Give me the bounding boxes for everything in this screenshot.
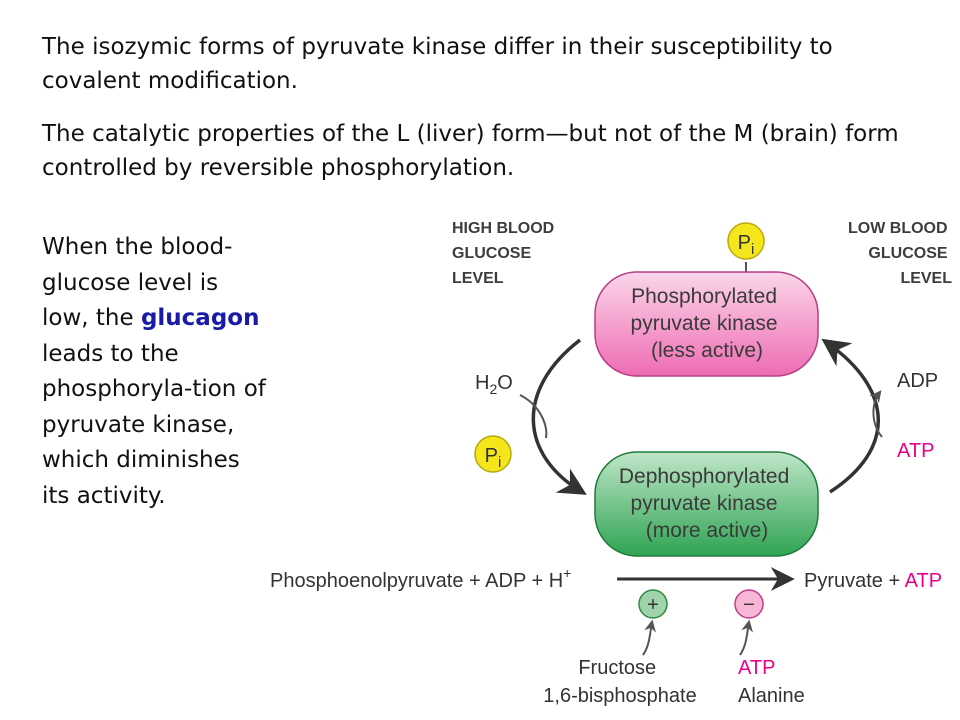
inhibitor-arrow <box>740 622 749 655</box>
inhibition-sign: − <box>743 594 755 616</box>
dephospho-line-3: (more active) <box>645 519 769 542</box>
side-note-start: When the blood-glucose level is low, the <box>42 234 233 331</box>
atp-right-label: ATP <box>897 440 935 462</box>
pi-left-label: $P_i$ <box>484 445 502 471</box>
side-note-end: leads to the phosphoryla-tion of pyruvate kinase, which diminishes its activity. <box>42 340 266 509</box>
low-glucose-line-1: LOW BLOOD <box>848 220 948 237</box>
adp-right-label: ADP <box>897 370 939 392</box>
dephospho-line-2: pyruvate kinase <box>630 492 778 515</box>
phosphorylated-kinase-label <box>631 285 784 362</box>
reaction-right: Pyruvate + ATP <box>804 570 943 592</box>
activation-sign: + <box>647 594 659 616</box>
catalytic-text: The catalytic properties of the L (liver) form—but not of the M (brain) form controlled by reversible phosphorylation. <box>42 121 899 181</box>
high-glucose-line-2: GLUCOSE <box>452 245 532 262</box>
intro-text: The isozymic forms of pyruvate kinase differ in their susceptibility to covalent modification. <box>42 34 833 94</box>
water-label: $H_2O$ <box>475 372 513 397</box>
low-glucose-line-2: GLUCOSE <box>868 245 948 262</box>
activator-arrow <box>643 622 652 655</box>
high-glucose-line-1: HIGH BLOOD <box>452 220 555 237</box>
activator-label <box>543 657 696 707</box>
low-glucose-line-3: LEVEL <box>900 270 952 287</box>
inhibitor-line-2: Alanine <box>738 685 805 707</box>
activator-line-2: 1,6-bisphosphate <box>543 685 697 707</box>
pi-top-label: $P_i$ <box>737 232 755 258</box>
reaction-left: Phosphoenolpyruvate + ADP + H+ <box>270 565 572 592</box>
low-glucose-label <box>848 220 952 287</box>
activator-line-1: Fructose <box>578 657 657 679</box>
glucagon-keyword: glucagon <box>140 305 260 331</box>
inhibitor-label <box>738 657 805 707</box>
high-glucose-label <box>452 220 559 287</box>
phospho-line-3: (less active) <box>650 339 764 362</box>
phospho-line-2: pyruvate kinase <box>630 312 778 335</box>
inhibitor-line-1: ATP <box>738 657 776 679</box>
phospho-line-1: Phosphorylated <box>631 285 778 308</box>
high-glucose-line-3: LEVEL <box>452 270 504 287</box>
dephospho-line-1: Dephosphorylated <box>618 465 790 488</box>
phosphorylation-arrow <box>826 342 878 492</box>
